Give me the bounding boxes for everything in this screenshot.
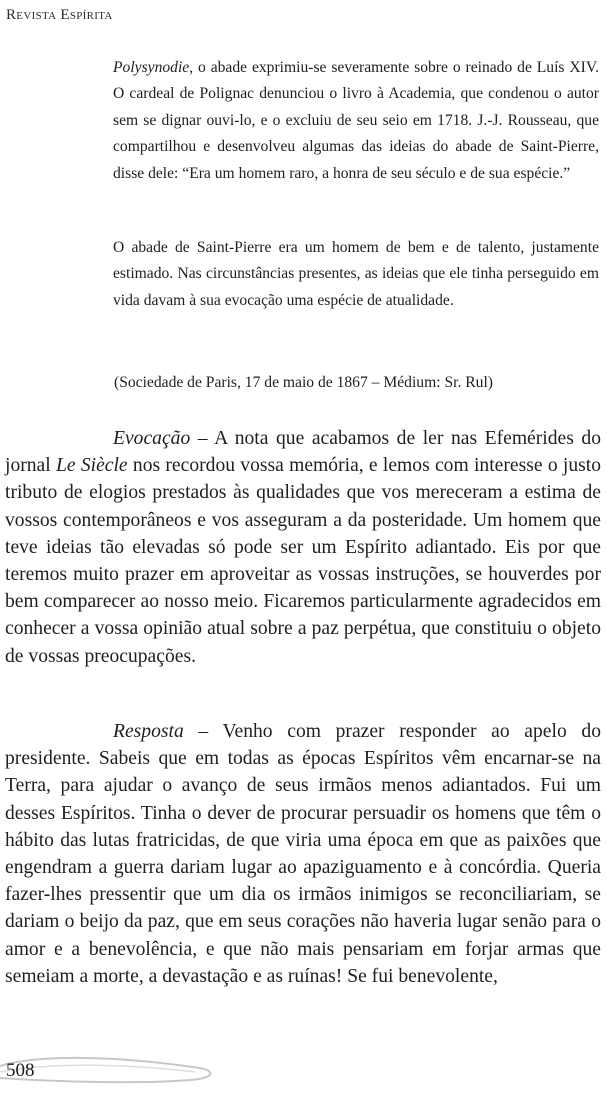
- page-ornament-swoosh: [0, 1048, 230, 1088]
- response-text: – Venho com prazer responder ao apelo do presidente. Sabeis que em todas as épocas Espíritos vêm encarnar-se na Terra, para ajudar o avanço de seus irmãos menos adiantados. Fui um desses Espíritos. Tinha o dever de procurar persuadir os homens que têm o hábito das lutas fratricidas, de que viria uma época em que as paixões que engendram a guerra dariam lugar ao apaziguamento e à concórdia. Queria fazer-lhes pressentir que um dia os irmãos inimigos se reconciliariam, se dariam o beijo da paz, que em seus corações não haveria lugar senão para o amor e a benevolência, e que não mais pensariam em forjar armas que semeiam a morte, a devastação e as ruínas! Se fui benevolente,: [5, 721, 601, 987]
- journal-name: Le Siècle: [55, 455, 128, 477]
- evocation-label: Evocação: [113, 428, 191, 449]
- book-title: Polysynodie: [113, 59, 190, 76]
- evocation-text-cont: nos recordou vossa memória, e lemos com interesse o justo tributo de elogios prestados às qualidades que vos mereceram a estima de vossos contemporâneos e vos asseguram a da posteridade. Um homem que teve ideias tão elevadas só pode ser um Espírito adiantado. Eis por que teremos muito prazer em aproveitar as vossas instruções, se houverdes por bem comparecer ao nosso meio. Ficaremos particularmente agradecidos em conhecer a vossa opinião atual sobre a paz perpétua, que constituiu o objeto de vossas preocupações.: [5, 455, 601, 667]
- response-paragraph: [5, 718, 601, 990]
- evocation-paragraph: [5, 425, 601, 670]
- quote-text: , o abade exprimiu-se severamente sobre o reinado de Luís XIV. O cardeal de Polignac denunciou o livro à Academia, que condenou o autor sem se dignar ouvi-lo, e o excluiu de seu seio em 1718. J.-J. Rousseau, que compartilhou e desenvolveu algumas das ideias do abade de Saint-Pierre, disse dele: “Era um homem raro, a honra de seu século e de sua espécie.”: [113, 59, 599, 182]
- page-number: 508: [6, 1060, 35, 1081]
- session-source-line: (Sociedade de Paris, 17 de maio de 1867 – Médium: Sr. Rul): [114, 374, 493, 391]
- quote-paragraph-2: [113, 235, 599, 314]
- running-header: Revista Espírita: [6, 7, 113, 23]
- evocation-text: – A nota que acabamos de ler nas Efemérides do jornal: [5, 428, 601, 477]
- quote-text: O abade de Saint-Pierre era um homem de bem e de talento, justamente estimado. Nas circunstâncias presentes, as ideias que ele tinha perseguido em vida davam à sua evocação uma espécie de atualidade.: [113, 239, 599, 309]
- quote-paragraph-1: [113, 55, 599, 187]
- response-label: Resposta: [113, 721, 184, 742]
